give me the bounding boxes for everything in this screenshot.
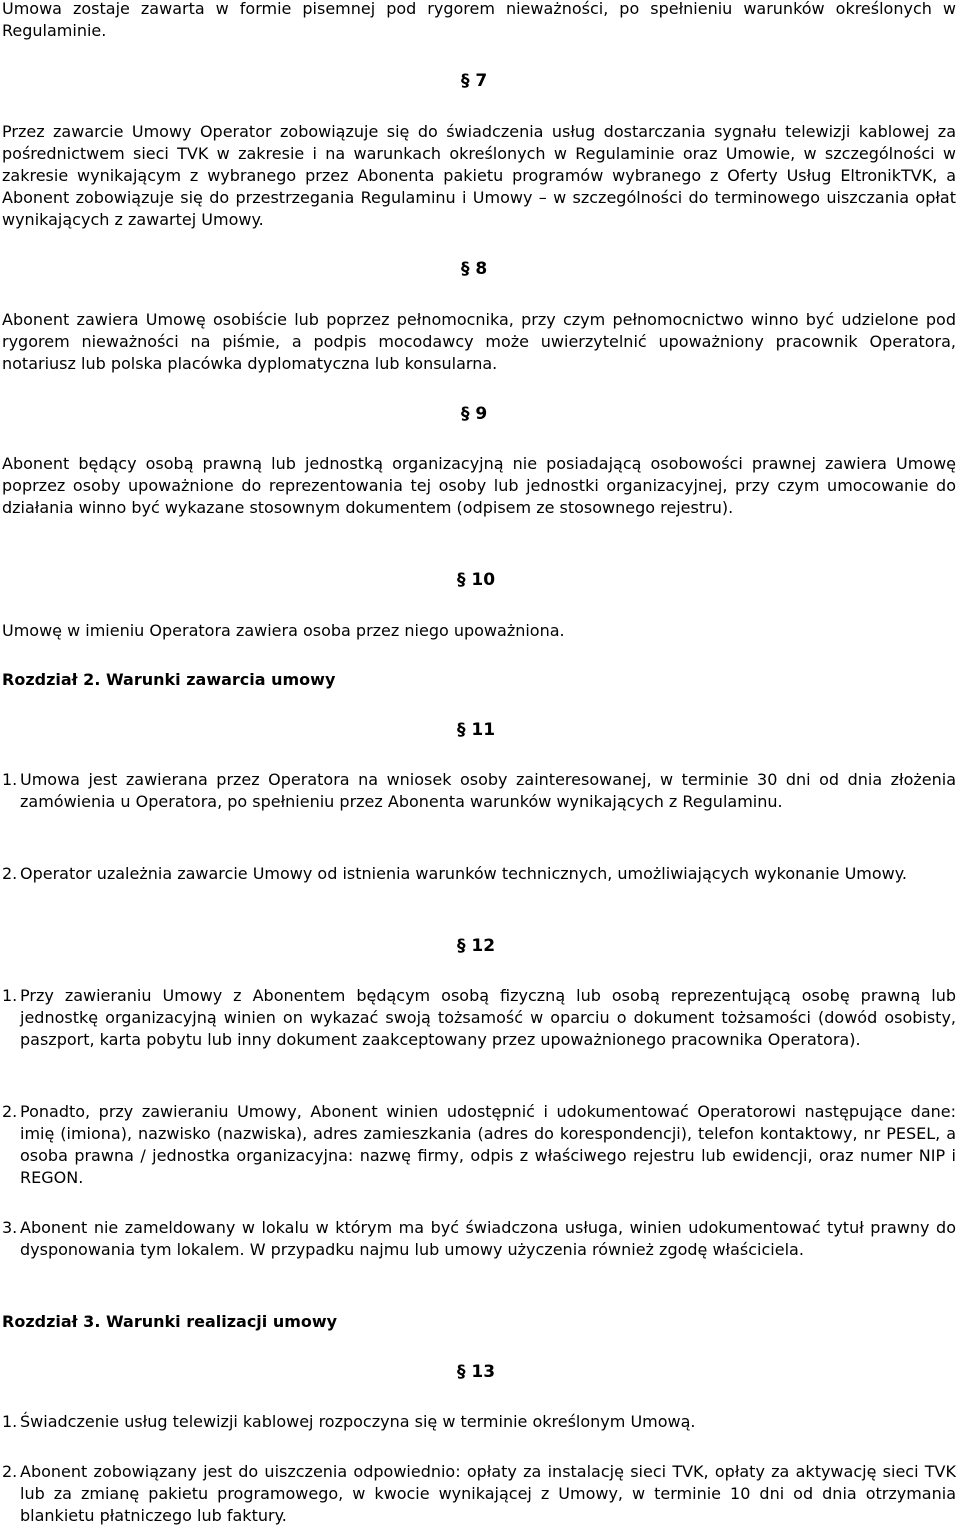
section-10-paragraph: Umowę w imieniu Operatora zawiera osoba przez niego upoważniona.	[2, 621, 565, 640]
item-text: Abonent nie zameldowany w lokalu w którym ma być świadczona usługa, winien udokumentować tytuł prawny do dysponowania tym lokalem. W przypadku najmu lub umowy użyczenia również zgodę właściciela.	[20, 1218, 956, 1259]
section-12-heading: § 12	[457, 936, 496, 956]
section-13-item-1	[2, 1411, 956, 1433]
section-12-item-2	[2, 1101, 956, 1189]
intro-paragraph: Umowa zostaje zawarta w formie pisemnej pod rygorem nieważności, po spełnieniu warunków określonych w Regulaminie.	[2, 0, 956, 40]
item-text: Przy zawieraniu Umowy z Abonentem będącym osobą fizyczną lub osobą reprezentującą osobę prawną lub jednostkę organizacyjną winien on wykazać swoją tożsamość w oparciu o dokument tożsamości (dowód osobisty, paszport, karta pobytu lub inny dokument zaakceptowany przez upoważnionego pracownika Operatora).	[20, 986, 956, 1049]
section-13-item-2	[2, 1461, 956, 1527]
section-11-item-1	[2, 769, 956, 813]
item-number: 1.	[2, 770, 18, 789]
item-text: Ponadto, przy zawieraniu Umowy, Abonent winien udostępnić i udokumentować Operatorowi następujące dane: imię (imiona), nazwisko (nazwiska), adres zamieszkania (adres do korespondencji), telefon kontaktowy, nr PESEL, a osoba prawna / jednostka organizacyjna: nazwę firmy, odpis z właściwego rejestru lub ewidencji, oraz numer NIP i REGON.	[20, 1102, 956, 1187]
section-11-heading: § 11	[457, 720, 496, 740]
section-13-heading: § 13	[457, 1362, 496, 1382]
section-7-paragraph: Przez zawarcie Umowy Operator zobowiązuje się do świadczenia usług dostarczania sygnału telewizji kablowej za pośrednictwem sieci TVK w zakresie i na warunkach określonych w Regulaminie oraz Umowie, w szczególności w zakresie wynikającym z wybranego przez Abonenta pakietu programów wybranego z Oferty Usług EltronikTVK, a Abonent zobowiązuje się do przestrzegania Regulaminu i Umowy – w szczególności do terminowego uiszczania opłat wynikających z zawartej Umowy.	[2, 122, 956, 229]
section-7-heading: § 7	[461, 71, 488, 91]
item-number: 2.	[2, 1102, 18, 1121]
section-9-heading: § 9	[461, 404, 488, 424]
item-text: Abonent zobowiązany jest do uiszczenia odpowiednio: opłaty za instalację sieci TVK, opłaty za aktywację sieci TVK lub za zmianę pakietu programowego, w kwocie wynikającej z Umowy, w terminie 10 dni od dnia otrzymania blankietu płatniczego lub faktury.	[20, 1462, 956, 1525]
chapter-2-heading: Rozdział 2. Warunki zawarcia umowy	[2, 670, 336, 689]
item-text: Umowa jest zawierana przez Operatora na wniosek osoby zainteresowanej, w terminie 30 dni od dnia złożenia zamówienia u Operatora, po spełnieniu przez Abonenta warunków wynikających z Regulaminu.	[20, 770, 956, 811]
section-12-item-3	[2, 1217, 956, 1261]
item-number: 2.	[2, 1462, 18, 1481]
chapter-3-heading: Rozdział 3. Warunki realizacji umowy	[2, 1312, 338, 1331]
section-8-heading: § 8	[461, 259, 488, 279]
item-text: Świadczenie usług telewizji kablowej rozpoczyna się w terminie określonym Umową.	[20, 1412, 696, 1431]
item-number: 2.	[2, 864, 18, 883]
section-12-item-1	[2, 985, 956, 1051]
item-text: Operator uzależnia zawarcie Umowy od istnienia warunków technicznych, umożliwiających wykonanie Umowy.	[20, 864, 908, 883]
item-number: 1.	[2, 1412, 18, 1431]
section-10-heading: § 10	[457, 570, 496, 590]
section-11-item-2	[2, 863, 956, 885]
item-number: 3.	[2, 1218, 18, 1237]
item-number: 1.	[2, 986, 18, 1005]
section-8-paragraph: Abonent zawiera Umowę osobiście lub poprzez pełnomocnika, przy czym pełnomocnictwo winno być udzielone pod rygorem nieważności na piśmie, a podpis mocodawcy może uwierzytelnić upoważniony pracownik Operatora, notariusz lub polska placówka dyplomatyczna lub konsularna.	[2, 310, 956, 373]
section-9-paragraph: Abonent będący osobą prawną lub jednostką organizacyjną nie posiadającą osobowości prawnej zawiera Umowę poprzez osoby upoważnione do reprezentowania tej osoby lub jednostki organizacyjnej, przy czym umocowanie do działania winno być wykazane stosownym dokumentem (odpisem ze stosownego rejestru).	[2, 454, 956, 517]
